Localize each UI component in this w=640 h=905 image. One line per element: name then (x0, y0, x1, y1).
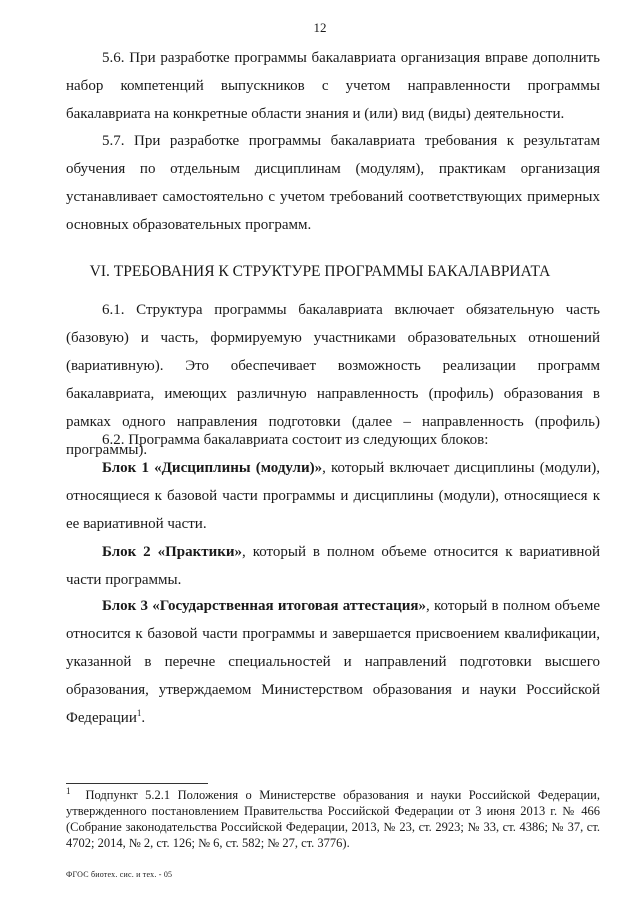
block-3-paragraph (66, 592, 600, 732)
paragraph-6-1-text: 6.1. Структура программы бакалавриата включает обязательную часть (базовую) и часть, формируемую участниками образовательных отношений (вариативную). Это обеспечивает возможность реализации программ бакалавриата, имеющих различную направленность (профиль) образования в рамках одного направления подготовки (далее – направленность (профиль) программы). (66, 302, 600, 458)
block-1-title: Блок 1 «Дисциплины (модули)» (102, 460, 323, 476)
paragraph-5-6 (66, 44, 600, 128)
block-2-paragraph (66, 538, 600, 594)
block-3-end: . (141, 710, 146, 726)
paragraph-5-7 (66, 127, 600, 239)
block-3-text: , который в полном объеме относится к базовой части программы и завершается присвоением квалификации, указанной в перечне специальностей и направлений подготовки высшего образования, утверждаемом Министерством образования и науки Российской Федерации (66, 598, 600, 726)
footnote-separator (66, 783, 208, 784)
block-1-text: , который включает дисциплины (модули), относящиеся к базовой части программы и дисциплины (модули), относящиеся к ее вариативной части. (66, 460, 601, 532)
page-number: 12 (313, 20, 327, 35)
block-2-text: , который в полном объеме относится к вариативной части программы. (66, 544, 600, 588)
paragraph-6-2 (66, 426, 600, 454)
footnote (66, 787, 600, 851)
block-3-title: Блок 3 «Государственная итоговая аттестация» (102, 598, 427, 614)
footer-code: ФГОС биотех. сис. и тех. - 05 (66, 870, 173, 879)
paragraph-5-7-text: 5.7. При разработке программы бакалавриата требования к результатам обучения по отдельным дисциплинам (модулям), практикам организация устанавливает самостоятельно с учетом требований соответствующих примерных основных образовательных программ. (66, 133, 600, 233)
section-heading: VI. ТРЕБОВАНИЯ К СТРУКТУРЕ ПРОГРАММЫ БАКАЛАВРИАТА (89, 263, 551, 280)
paragraph-5-6-text: 5.6. При разработке программы бакалавриата организация вправе дополнить набор компетенций выпускников с учетом направленности программы бакалавриата на конкретные области знания и (или) вид (виды) деятельности. (66, 50, 600, 122)
footnote-marker: 1 (66, 785, 71, 796)
block-2-title: Блок 2 «Практики» (102, 544, 243, 560)
paragraph-6-2-text: 6.2. Программа бакалавриата состоит из следующих блоков: (102, 432, 489, 448)
footnote-reference: 1 (136, 708, 142, 718)
block-1-paragraph (66, 454, 600, 538)
footnote-text: Подпункт 5.2.1 Положения о Министерстве образования и науки Российской Федерации, утвержденного постановлением Правительства Российской Федерации от 3 июня 2013 г. № 466 (Собрание законодательства Российской Федерации, 2013, № 23, ст. 2923; № 33, ст. 4386; № 37, ст. 4702; 2014, № 2, ст. 126; № 6, ст. 582; № 27, ст. 3776). (66, 788, 600, 850)
